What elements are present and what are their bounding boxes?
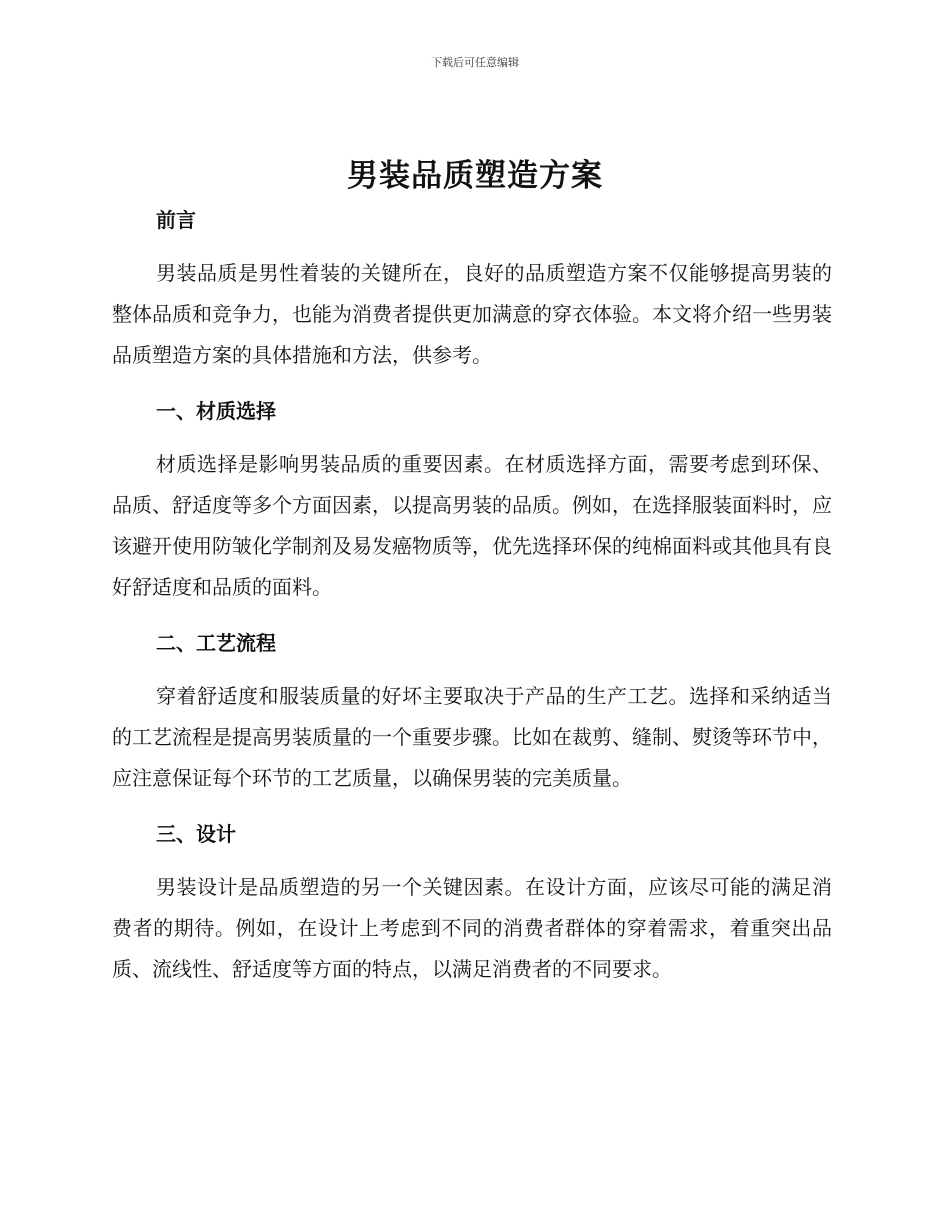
section-heading-material: 一、材质选择 [156, 399, 276, 423]
section-paragraph-preface: 男装品质是男性着装的关键所在，良好的品质塑造方案不仅能够提高男装的整体品质和竞争力，也能为消费者提供更加满意的穿衣体验。本文将介绍一些男装品质塑造方案的具体措施和方法，供参考。 [112, 261, 832, 367]
section-heading-design: 三、设计 [156, 822, 236, 846]
document-body [112, 200, 832, 990]
section-paragraph-material: 材质选择是影响男装品质的重要因素。在材质选择方面，需要考虑到环保、品质、舒适度等多个方面因素，以提高男装的品质。例如，在选择服装面料时，应该避开使用防皱化学制剂及易发癌物质等，优先选择环保的纯棉面料或其他具有良好舒适度和品质的面料。 [112, 452, 832, 599]
document-title: 男装品质塑造方案 [347, 158, 603, 194]
section-paragraph-design: 男装设计是品质塑造的另一个关键因素。在设计方面，应该尽可能的满足消费者的期待。例如，在设计上考虑到不同的消费者群体的穿着需求，着重突出品质、流线性、舒适度等方面的特点，以满足消费者的不同要求。 [112, 875, 832, 981]
header-note: 下载后可任意编辑 [431, 56, 519, 69]
section-heading-process: 二、工艺流程 [156, 631, 276, 655]
section-paragraph-process: 穿着舒适度和服装质量的好坏主要取决于产品的生产工艺。选择和采纳适当的工艺流程是提高男装质量的一个重要步骤。比如在裁剪、缝制、熨烫等环节中，应注意保证每个环节的工艺质量，以确保男装的完美质量。 [112, 684, 832, 790]
section-heading-preface: 前言 [156, 208, 196, 232]
